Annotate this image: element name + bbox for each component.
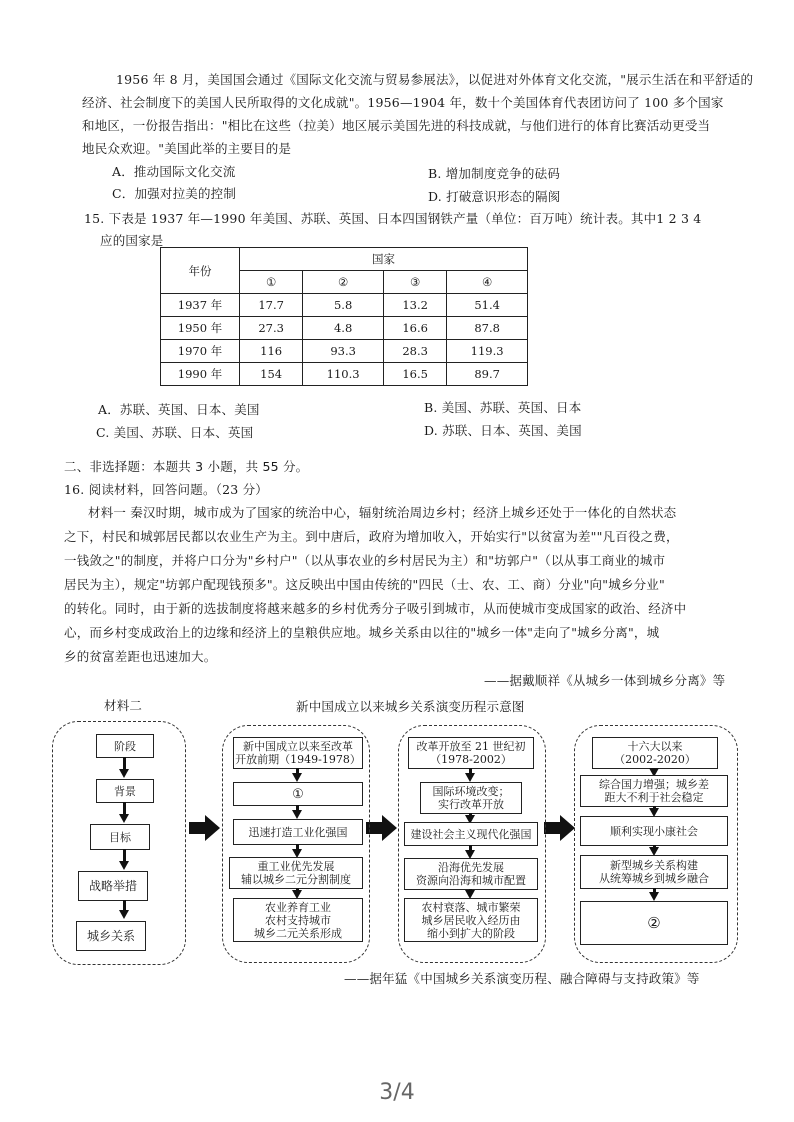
- stage-1-relation: 农业养育工业 农村支持城市 城乡二元关系形成: [233, 898, 363, 942]
- stage-3-period: 十六大以来 （2002-2020）: [592, 737, 718, 769]
- legend-background: 背景: [96, 779, 154, 803]
- q14-option-d: D. 打破意识形态的隔阂: [428, 189, 561, 204]
- year-cell: 1970 年: [161, 340, 240, 363]
- q15-option-c: C. 美国、苏联、日本、英国: [96, 425, 254, 440]
- stage-1-strategy: 重工业优先发展 辅以城乡二元分割制度: [229, 857, 363, 889]
- material1-line: 心，而乡村变成政治上的边缘和经济上的皇粮供应地。城乡关系由以往的"城乡一体"走向了"城乡分离"，城: [64, 625, 660, 640]
- value-cell: 119.3: [447, 340, 528, 363]
- material2-source: ——据年猛《中国城乡关系演变历程、融合障碍与支持政策》等: [344, 971, 700, 986]
- col-header: ②: [303, 271, 384, 294]
- arrow-right-icon: [189, 815, 221, 841]
- q15-option-d: D. 苏联、日本、英国、美国: [424, 423, 582, 438]
- page-number: 3/4: [379, 1080, 415, 1105]
- material1-source: ——据戴顺祥《从城乡一体到城乡分离》等: [484, 673, 726, 688]
- q14-line-3: 和地区，一份报告指出："相比在这些（拉美）地区展示美国先进的科技成就，与他们进行的体育比赛活动更受当: [82, 118, 711, 133]
- q16-stem: 16. 阅读材料，回答问题。（23 分）: [64, 482, 268, 497]
- stage-1-period: 新中国成立以来至改革 开放前期（1949-1978）: [233, 737, 363, 769]
- value-cell: 5.8: [303, 294, 384, 317]
- stage-3-goal: 顺利实现小康社会: [580, 816, 728, 846]
- value-cell: 93.3: [303, 340, 384, 363]
- legend-goal: 目标: [90, 824, 150, 850]
- col-header: ④: [447, 271, 528, 294]
- table-row: [161, 294, 528, 317]
- value-cell: 89.7: [447, 363, 528, 386]
- col-header: ③: [383, 271, 446, 294]
- q15-line-2: 应的国家是: [100, 233, 164, 248]
- steel-output-table: [160, 247, 528, 386]
- q15-option-b: B. 美国、苏联、英国、日本: [424, 400, 582, 415]
- year-cell: 1937 年: [161, 294, 240, 317]
- stage-1-background: ①: [233, 782, 363, 806]
- arrow-down-icon: [649, 892, 659, 901]
- arrow-right-icon: [366, 815, 398, 841]
- year-cell: 1990 年: [161, 363, 240, 386]
- stage-1-goal: 迅速打造工业化强国: [233, 819, 363, 845]
- q14-line-1: 1956 年 8 月，美国国会通过《国际文化交流与贸易参展法》，以促进对外体育文化交流，"展示生活在和平舒适的: [116, 72, 754, 87]
- value-cell: 17.7: [240, 294, 303, 317]
- diagram-title: 新中国成立以来城乡关系演变历程示意图: [296, 699, 525, 714]
- material1-line: 的转化。同时，由于新的选拔制度将越来越多的乡村优秀分子吸引到城市，从而使城市变成国家的政治、经济中: [64, 601, 687, 616]
- q15-line-1: 15. 下表是 1937 年—1990 年美国、苏联、英国、日本四国钢铁产量（单位：百万吨）统计表。其中1 2 3 4: [84, 211, 702, 226]
- q14-line-2: 经济、社会制度下的美国人民所取得的文化成就"。1956—1904 年，数十个美国体育代表团访问了 100 多个国家: [82, 95, 724, 110]
- arrow-down-icon: [119, 910, 129, 919]
- table-row: [161, 340, 528, 363]
- stage-3-background: 综合国力增强；城乡差 距大不利于社会稳定: [580, 775, 728, 807]
- value-cell: 110.3: [303, 363, 384, 386]
- q14-option-b: B. 增加制度竞争的砝码: [428, 166, 561, 181]
- stage-2-background: 国际环境改变； 实行改革开放: [420, 782, 522, 814]
- legend-stage: 阶段: [96, 734, 154, 758]
- table-header-row: [161, 248, 528, 271]
- legend-relation: 城乡关系: [76, 921, 146, 951]
- arrow-down-icon: [119, 861, 129, 870]
- arrow-down-icon: [292, 810, 302, 819]
- arrow-down-icon: [465, 773, 475, 782]
- country-header: 国家: [240, 248, 528, 271]
- table-row: [161, 317, 528, 340]
- material1-line: 之下，村民和城郭居民都以农业生产为主。到中唐后，政府为增加收入，开始实行"以贫富为差""凡百役之费，: [64, 529, 679, 544]
- material1-line: 材料一 秦汉时期，城市成为了国家的统治中心，辐射统治周边乡村；经济上城乡还处于一体化的自然状态: [88, 505, 677, 520]
- material1-line: 乡的贫富差距也迅速加大。: [64, 649, 217, 664]
- value-cell: 87.8: [447, 317, 528, 340]
- q14-option-c: C．加强对拉美的控制: [112, 186, 237, 201]
- arrow-down-icon: [292, 773, 302, 782]
- stage-2-period: 改革开放至 21 世纪初 （1978-2002）: [408, 737, 534, 769]
- material1-line: 居民为主），规定"坊郭户配现钱预多"。这反映出中国由传统的"四民（士、农、工、商）分业"向"城乡分业": [64, 577, 665, 592]
- value-cell: 4.8: [303, 317, 384, 340]
- stage-2-goal: 建设社会主义现代化强国: [404, 822, 538, 846]
- q15-option-a: A．苏联、英国、日本、美国: [98, 402, 260, 417]
- material1-line: 一钱敛之"的制度，并将户口分为"乡村户"（以从事农业的乡村居民为主）和"坊郭户"（以从事工商业的城市: [64, 553, 666, 568]
- table-row: [161, 363, 528, 386]
- legend-strategy: 战略举措: [78, 871, 148, 901]
- value-cell: 28.3: [383, 340, 446, 363]
- value-cell: 16.5: [383, 363, 446, 386]
- section-two-heading: 二、非选择题：本题共 3 小题，共 55 分。: [64, 459, 309, 474]
- year-header: 年份: [161, 248, 240, 294]
- value-cell: 51.4: [447, 294, 528, 317]
- q14-option-a: A．推动国际文化交流: [112, 164, 236, 179]
- stage-3-strategy: 新型城乡关系构建 从统筹城乡到城乡融合: [580, 855, 728, 889]
- value-cell: 27.3: [240, 317, 303, 340]
- arrow-down-icon: [119, 814, 129, 823]
- stage-2-relation: 农村衰落、城市繁荣 城乡居民收入经历由 缩小到扩大的阶段: [404, 898, 538, 942]
- value-cell: 16.6: [383, 317, 446, 340]
- value-cell: 116: [240, 340, 303, 363]
- col-header: ①: [240, 271, 303, 294]
- material2-label: 材料二: [104, 698, 143, 713]
- year-cell: 1950 年: [161, 317, 240, 340]
- stage-2-strategy: 沿海优先发展 资源向沿海和城市配置: [404, 858, 538, 890]
- value-cell: 13.2: [383, 294, 446, 317]
- value-cell: 154: [240, 363, 303, 386]
- stage-3-relation: ②: [580, 901, 728, 945]
- arrow-right-icon: [544, 815, 576, 841]
- q14-line-4: 地民众欢迎。"美国此举的主要目的是: [82, 141, 292, 156]
- arrow-down-icon: [119, 769, 129, 778]
